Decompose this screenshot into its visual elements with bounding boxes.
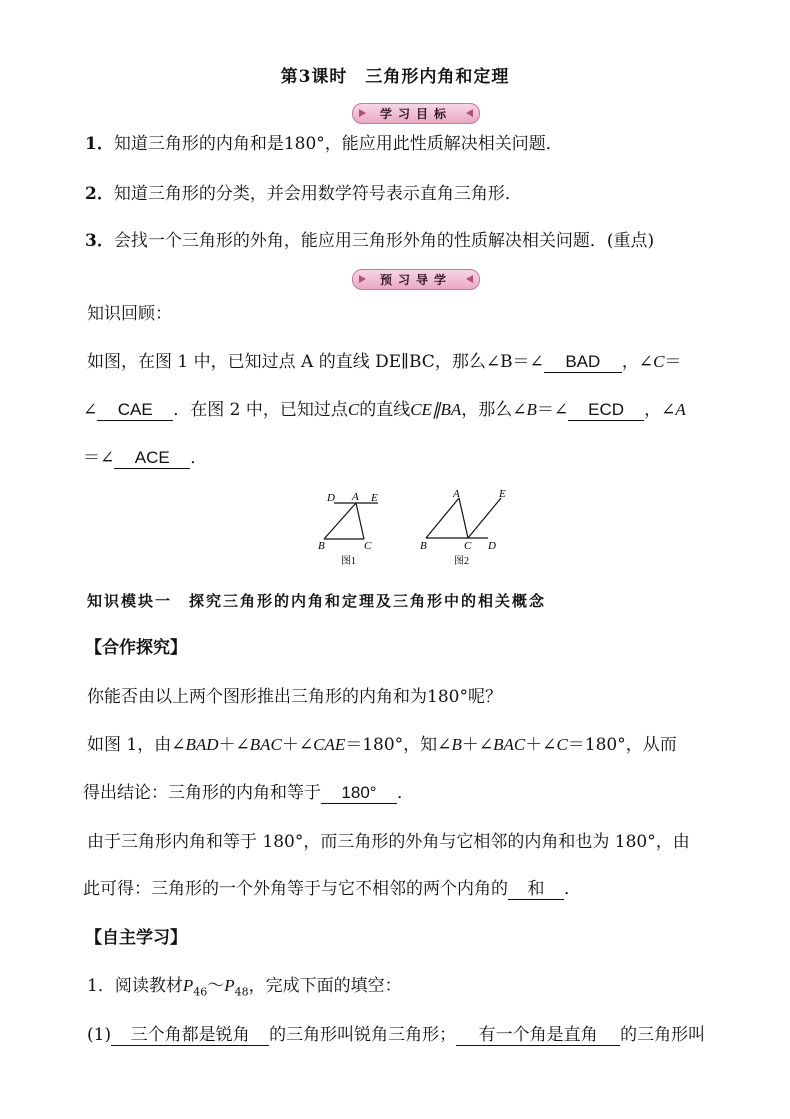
lesson-title: 第3课时 三角形内角和定理 (280, 67, 510, 87)
segment-ce-fig2 (468, 498, 501, 538)
self-study-item-1: 1．阅读教材$P_{46}\sim P_{48}$，完成下面的填空： (87, 976, 402, 999)
label-b: B (318, 540, 325, 552)
answer-blank: 有一个角是直角 (456, 1025, 620, 1046)
answer-blank: BAD (544, 352, 622, 373)
answer-blank: 和 (508, 879, 564, 900)
answer-blank: 180° (321, 783, 397, 804)
label-d: D (488, 540, 496, 552)
explore-para-4: 此可得：三角形的一个外角等于与它不相邻的两个内角的 和 ． (83, 879, 581, 899)
label-e: E (371, 492, 378, 504)
banner-learning-goals: 学习目标 (352, 103, 480, 124)
label-d: D (327, 492, 335, 504)
section-cooperative-explore: 【合作探究】 (85, 638, 187, 658)
answer-blank: 三个角都是锐角 (111, 1025, 269, 1046)
label-c: C (364, 540, 372, 552)
banner-preview: 预习导学 (352, 269, 480, 290)
module-heading: 知识模块一 探究三角形的内角和定理及三角形中的相关概念 (87, 592, 547, 610)
answer-blank: ACE (114, 448, 190, 469)
review-heading: 知识回顾： (87, 304, 172, 324)
segment-ba-fig2 (426, 498, 459, 538)
review-line-2: ∠ CAE ．在图 2 中，已知过点C的直线CE∥BA，那么∠B＝∠ ECD ，∠A (83, 400, 686, 420)
explore-para-3: 由于三角形内角和等于 180°，而三角形的外角与它相邻的内角和也为 180°，由 (87, 832, 690, 852)
goal-2: 2．知道三角形的分类，并会用数学符号表示直角三角形． (85, 184, 522, 204)
caption-fig1: 图1 (341, 556, 356, 567)
review-line-1: 如图，在图 1 中，已知过点 A 的直线 DE∥BC，那么∠B＝∠ BAD ，∠C＝ (87, 352, 682, 372)
answer-blank: ECD (568, 400, 644, 421)
segment-ac-fig2 (459, 498, 468, 538)
explore-para-2: 得出结论：三角形的内角和等于 180° ． (83, 783, 414, 803)
segment-ab-fig1 (324, 503, 356, 539)
segment-ac-fig1 (356, 503, 364, 539)
self-study-item-1-1: (1) 三个角都是锐角 的三角形叫锐角三角形； 有一个角是直角 的三角形叫 (87, 1025, 706, 1045)
answer-blank: CAE (97, 400, 173, 421)
goal-1: 1．知道三角形的内角和是180°，能应用此性质解决相关问题． (85, 134, 563, 154)
explore-para-1: 如图 1，由∠BAD＋∠BAC＋∠CAE＝180°，知∠B＋∠BAC＋∠C＝180°，从而 (87, 735, 677, 755)
caption-fig2: 图2 (454, 556, 469, 567)
label-e: E (499, 488, 506, 500)
explore-question: 你能否由以上两个图形推出三角形的内角和为180°呢？ (87, 687, 502, 707)
goal-3: 3．会找一个三角形的外角，能应用三角形外角的性质解决相关问题．(重点) (85, 231, 655, 251)
triangle-figures (316, 486, 516, 572)
section-self-study: 【自主学习】 (85, 928, 187, 948)
label-a: A (453, 488, 460, 500)
review-line-3: ＝∠ ACE ． (83, 448, 208, 468)
label-b: B (420, 540, 427, 552)
label-a: A (352, 491, 359, 503)
label-c: C (464, 540, 472, 552)
